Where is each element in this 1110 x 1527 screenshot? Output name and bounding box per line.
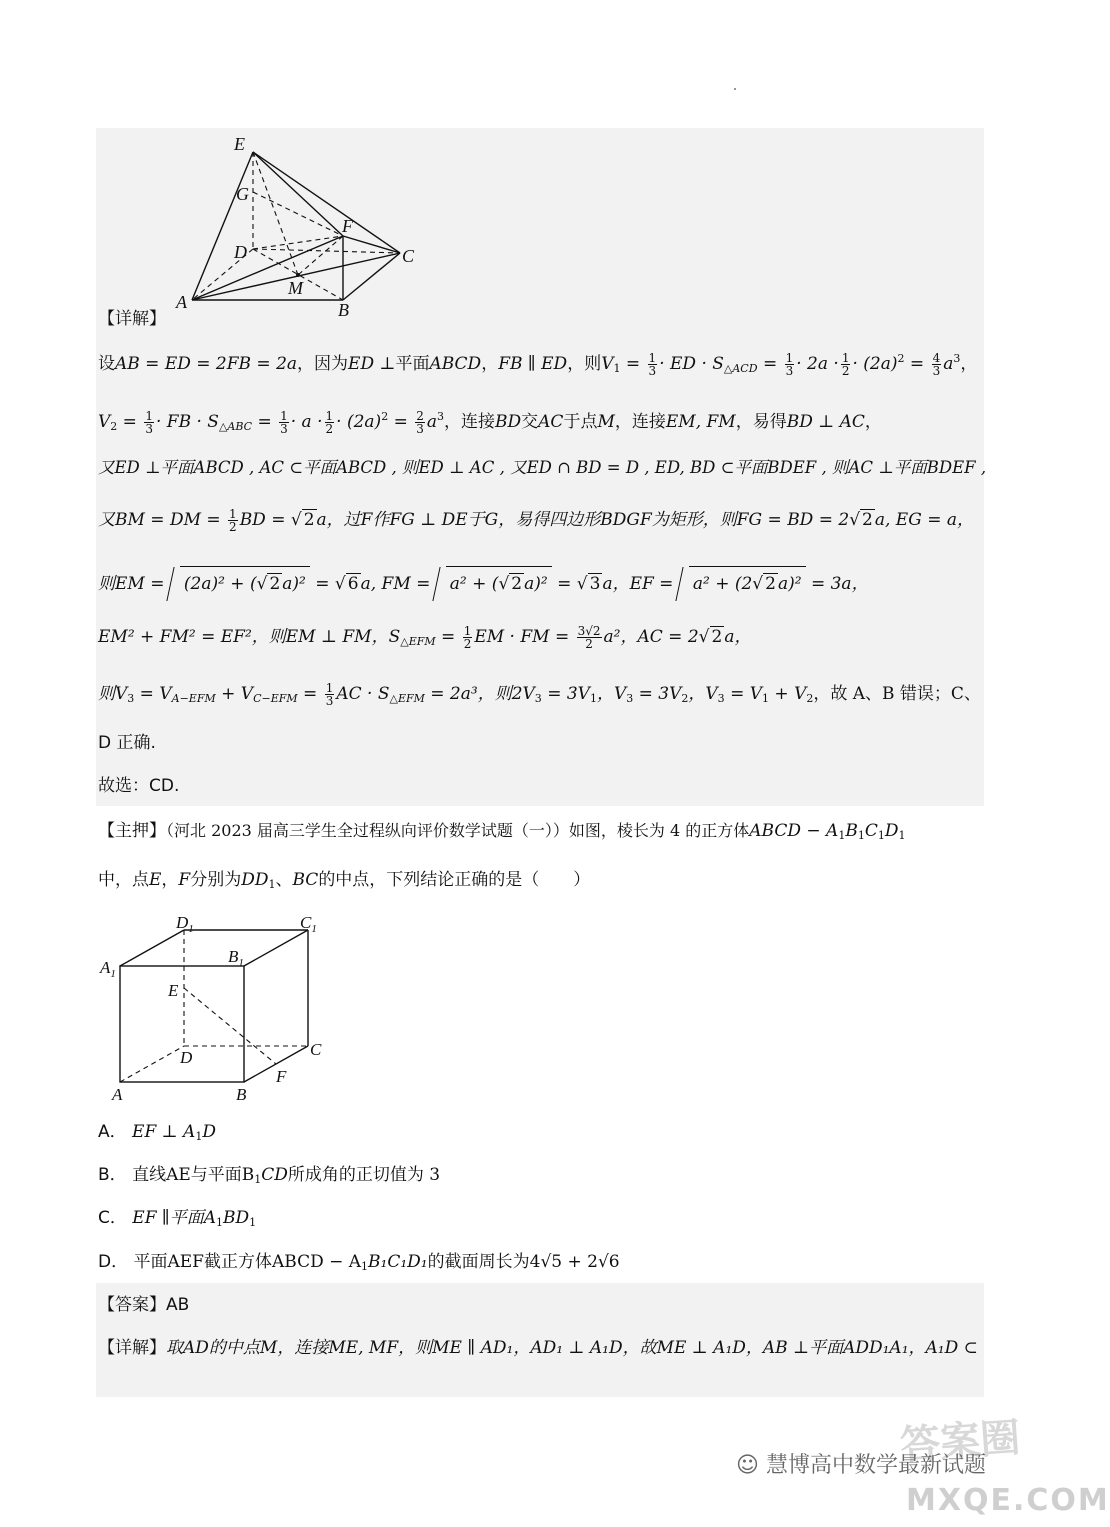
label-D1: $D_1$ xyxy=(176,913,194,935)
option-d: D． 平面AEF截正方体ABCD − $A_1B_1C_1D_1$的截面周长为4√5 + 2√6 xyxy=(98,1252,620,1273)
label-D: D xyxy=(234,242,247,262)
figure-pyramid xyxy=(170,132,430,322)
solution-line-8: D 正确. xyxy=(98,733,156,753)
label-B: B xyxy=(236,1085,247,1104)
solution-choice: 故选：CD. xyxy=(98,776,180,796)
label-A: A xyxy=(112,1085,123,1104)
solution-line-7: 则$V_3 = V_{A-EFM} + V_{C-EFM}$ = $\frac{1}{3}$ AC · $S_{\triangle EFM} = 2a^3$，则$2V_3 = 3V_1$，$V_3 = 3V_2$，$V_3 = V_1 + V_2$，故 A、B 错误；C、 xyxy=(98,681,981,708)
edge-B1C1 xyxy=(244,930,308,966)
label-F: F xyxy=(276,1067,287,1086)
speck xyxy=(734,88,736,90)
solution-line-4: 又BM = DM = $\frac{1}{2}$ BD = √ 2 a，过F作FG ⊥ DE于G，易得四边形BDGF为矩形，则FG = BD = 2√ 2 a, EG = a， xyxy=(98,507,974,534)
label-A1: $A_1$ xyxy=(100,958,116,980)
solution-line-2: $V_2$ = $\frac{1}{3}$ · FB · $S_{\triangle ABC}$ = $\frac{1}{3}$ · a · $\frac{1}{2}$ · $(2a)^2$ = $\frac{2}{3}$ $a^3$，连接BD交AC于点M，连接EM, FM，易得BD ⊥ AC， xyxy=(98,409,882,436)
figure-cube xyxy=(96,908,336,1106)
solution-line-6: EM² + FM² = EF²，则EM ⊥ FM，$S_{\triangle EFM}$ = $\frac{1}{2}$ EM · FM = $\frac{3√2}{2}$ a²，AC = 2√ 2 a， xyxy=(98,624,752,651)
wechat-icon: ☺ xyxy=(736,1453,759,1478)
watermark-brand: 答案圈 xyxy=(898,1414,1022,1470)
edge-A1D1 xyxy=(120,930,184,966)
label-E: E xyxy=(234,134,245,154)
edge-EM xyxy=(253,152,298,275)
solution-line-1: 设AB = ED = 2FB = 2a，因为ED ⊥平面ABCD，FB ∥ ED，则$V_1$ = $\frac{1}{3}$ · ED · $S_{\triangle ACD}$ = $\frac{1}{3}$ · 2a · $\frac{1}{2}$ · $(2a)^2$ = $\frac{4}{3}$ $a^3$， xyxy=(98,351,978,378)
question-line-2: 中，点E，F分别为$DD_1$、BC的中点，下列结论正确的是（ ） xyxy=(98,870,591,891)
label-B: B xyxy=(338,300,349,320)
label-C1: $C_1$ xyxy=(300,913,317,935)
label-A: A xyxy=(176,292,187,312)
edge-EF xyxy=(253,152,343,236)
label-G: G xyxy=(236,184,249,204)
option-b: B． 直线AE与平面$B_1CD$所成角的正切值为 3 xyxy=(98,1165,441,1186)
detail2-line: 【详解】取AD的中点M，连接ME, MF，则ME ∥ AD₁，AD₁ ⊥ A₁D，故ME ⊥ A₁D，AB ⊥平面ADD₁A₁，A₁D ⊂ xyxy=(98,1338,978,1358)
solution-line-3: 又ED ⊥平面ABCD , AC ⊂平面ABCD , 则ED ⊥ AC , 又ED ∩ BD = D , ED, BD ⊂平面BDEF , 则AC ⊥平面BDEF , xyxy=(98,458,987,477)
detail-tag: 【详解】 xyxy=(98,309,166,329)
edge-DF xyxy=(253,236,343,249)
label-F: F xyxy=(342,216,353,236)
question-line-1: 【主押】（河北 2023 届高三学生全过程纵向评价数学试题（一））如图，棱长为 4 的正方体ABCD − $A_1B_1C_1D_1$ xyxy=(98,821,906,842)
edge-GF xyxy=(253,192,343,236)
watermark-site: MXQE.COM xyxy=(906,1483,1110,1518)
edge-AD xyxy=(120,1046,184,1082)
option-c: C． EF ∥平面$A_1BD_1$ xyxy=(98,1208,257,1229)
label-C: C xyxy=(402,246,415,266)
point-M xyxy=(296,273,300,277)
label-D: D xyxy=(180,1048,193,1067)
edge-FC xyxy=(343,236,400,253)
label-C: C xyxy=(310,1040,322,1059)
solution-line-5: 则EM = (2a)² + (√ 2 a)² = √ 6 a, FM = a² + (√ 2 a)² = √ 3 a，EF = a² + (2√ 2 a)² = 3a， xyxy=(98,566,869,595)
segment-EF xyxy=(184,988,276,1064)
label-M: M xyxy=(288,278,303,298)
answer-line: 【答案】AB xyxy=(98,1295,190,1315)
label-E: E xyxy=(168,981,179,1000)
label-B1: $B_1$ xyxy=(228,947,244,969)
option-a: A． EF ⊥ $A_1D$ xyxy=(98,1122,216,1143)
watermark-wechat: ☺ 慧博高中数学最新试题 xyxy=(736,1453,986,1478)
edge-FM xyxy=(298,236,343,275)
